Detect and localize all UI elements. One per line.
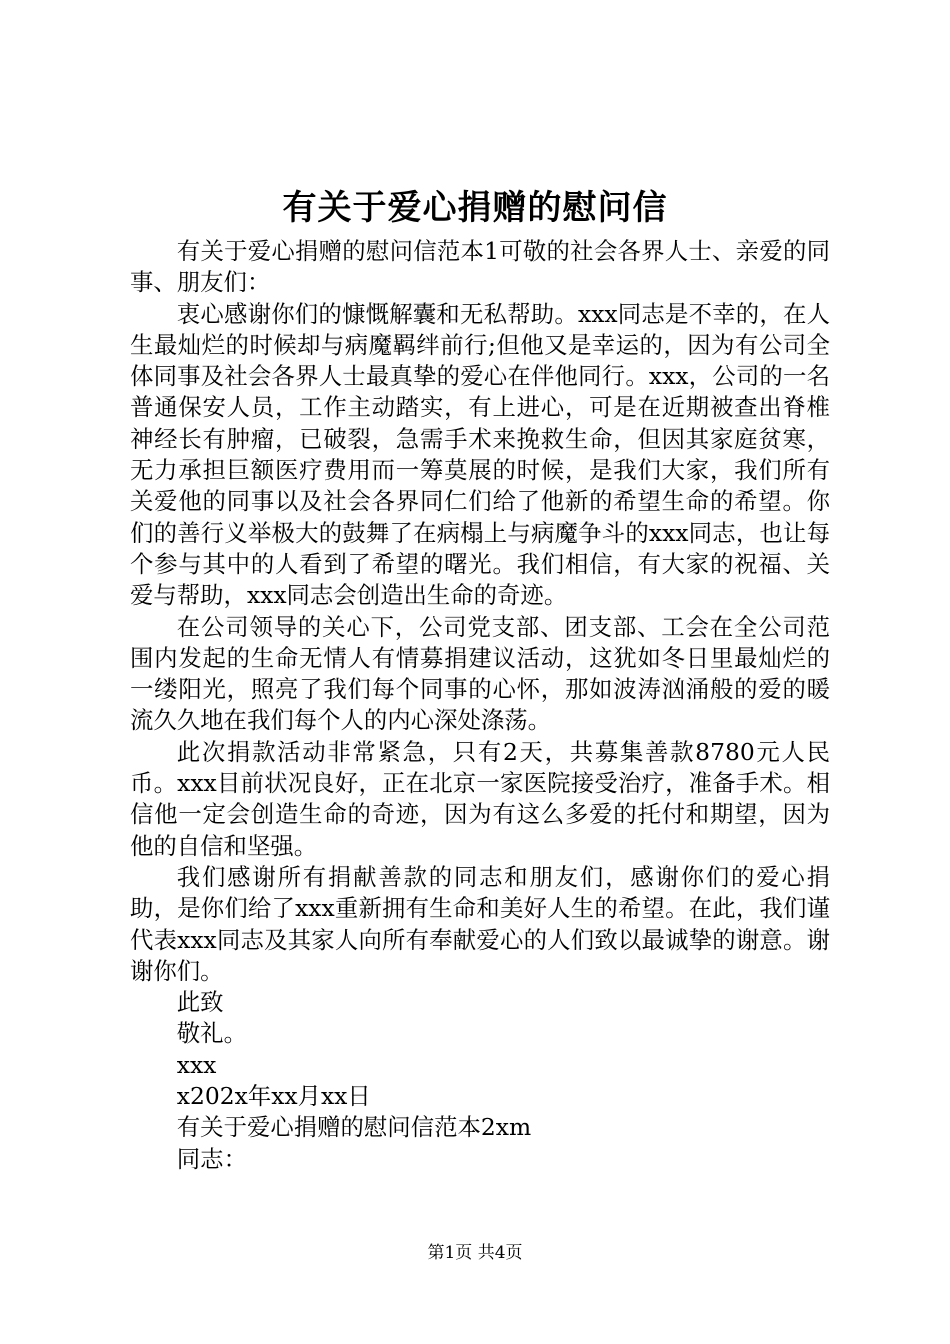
date-line: x202x年xx月xx日 xyxy=(176,1082,371,1111)
signature-line: xxx xyxy=(176,1050,217,1079)
section-heading-2: 有关于爱心捐赠的慰问信范本2xm xyxy=(176,1113,532,1142)
greeting-line: 同志： xyxy=(176,1144,247,1173)
paragraph-3: 在公司领导的关心下，公司党支部、团支部、工会在全公司范围内发起的生命无情人有情募捐建议活动，这犹如冬日里最灿烂的一缕阳光，照亮了我们每个同事的心怀，那如波涛汹涌般的爱的暖流久久地在我们每个人的内心深处涤荡。 xyxy=(130,612,830,735)
paragraph-2: 衷心感谢你们的慷慨解囊和无私帮助。xxx同志是不幸的，在人生最灿烂的时候却与病魔羁绊前行;但他又是幸运的，因为有公司全体同事及社会各界人士最真挚的爱心在伴他同行。xxx，公司的一名普通保安人员，工作主动踏实，有上进心，可是在近期被查出脊椎神经长有肿瘤，已破裂，急需手术来挽救生命，但因其家庭贫寒，无力承担巨额医疗费用而一筹莫展的时候，是我们大家，我们所有关爱他的同事以及社会各界同仁们给了他新的希望生命的希望。你们的善行义举极大的鼓舞了在病榻上与病魔争斗的xxx同志，也让每个参与其中的人看到了希望的曙光。我们相信，有大家的祝福、关爱与帮助，xxx同志会创造出生命的奇迹。 xyxy=(130,299,830,610)
document-body xyxy=(130,236,830,1175)
regards-line: 敬礼。 xyxy=(176,1019,247,1048)
paragraph-5: 我们感谢所有捐献善款的同志和朋友们，感谢你们的爱心捐助，是你们给了xxx重新拥有生命和美好人生的希望。在此，我们谨代表xxx同志及其家人向所有奉献爱心的人们致以最诚挚的谢意。谢谢你们。 xyxy=(130,862,830,985)
page-footer: 第1页 共4页 xyxy=(427,1243,523,1263)
paragraph-4: 此次捐款活动非常紧急，只有2天，共募集善款8780元人民币。xxx目前状况良好，正在北京一家医院接受治疗，准备手术。相信他一定会创造生命的奇迹，因为有这么多爱的托付和期望，因为他的自信和坚强。 xyxy=(130,737,830,860)
paragraph-1: 有关于爱心捐赠的慰问信范本1可敬的社会各界人士、亲爱的同事、朋友们： xyxy=(130,237,830,297)
salutation-line: 此致 xyxy=(176,988,224,1017)
document-title: 有关于爱心捐赠的慰问信 xyxy=(282,188,668,228)
